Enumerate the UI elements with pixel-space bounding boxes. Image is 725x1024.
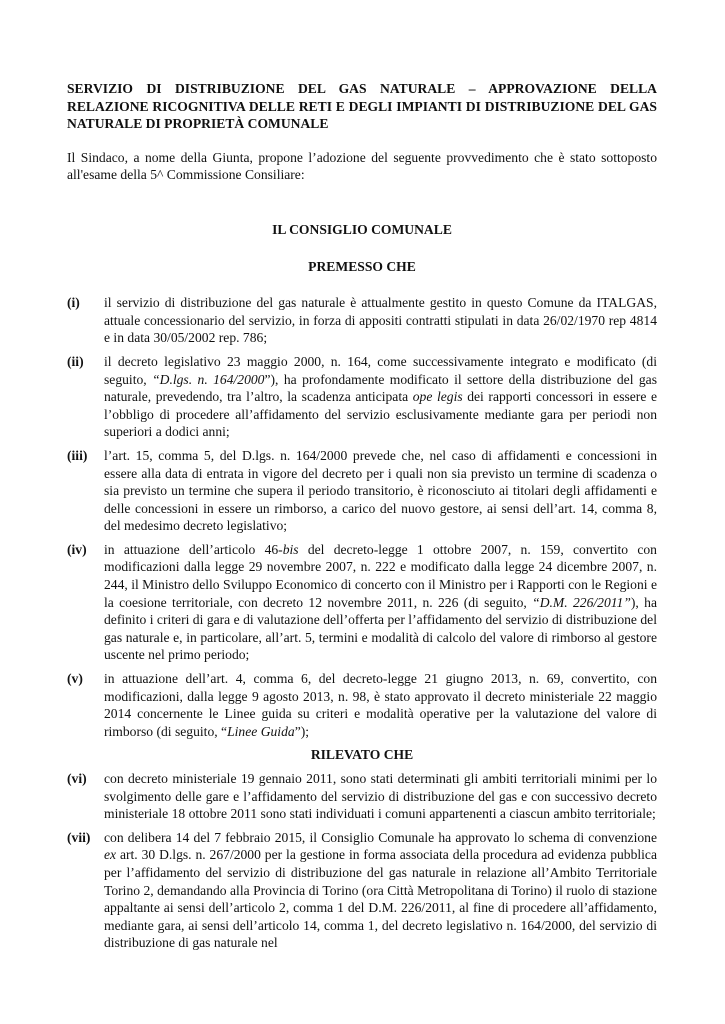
intro-paragraph: Il Sindaco, a nome della Giunta, propone l’adozione del seguente provvedimento che è stato sottoposto all'esame della 5^ Commissione Consiliare: <box>67 149 657 183</box>
item-text <box>104 670 657 740</box>
text-run: in attuazione dell’articolo 46- <box>104 541 283 557</box>
text-run: del decreto-legge 1 ottobre 2007, n. 159, convertito con modificazioni dalla legge 29 novembre 2007, n. 222 e modificato dalla legge 24 dicembre 2007, n. 244, il Ministro dello Sviluppo Economico di concerto con il Ministro per i Rapporti con le Regioni e la coesione territoriale, con decreto 12 novembre 2011, n. 226 (di seguito, <box>104 541 657 610</box>
item-number: (ii) <box>67 353 84 369</box>
heading-premesso-che: PREMESSO CHE <box>308 258 416 274</box>
item-text <box>104 829 657 952</box>
text-run: ”), ha profondamente modificato il settore della distribuzione del gas naturale, prevedendo, tra l’altro, la scadenza anticipata <box>104 371 657 405</box>
text-run: il decreto legislativo 23 maggio 2000, n. 164, come successivamente integrato e modificato (di seguito, <box>104 353 657 387</box>
item-text: l’art. 15, comma 5, del D.lgs. n. 164/2000 prevede che, nel caso di affidamenti e concessioni in essere alla data di entrata in vigore del decreto per i quali non sia previsto un termine di scadenza o sia previsto un termine che supera il periodo transitorio, è riconosciuto ai titolari degli affidamenti e delle concessioni in essere un rimborso, a carico del nuovo gestore, ai sensi dell’art. 14, comma 8, del medesimo decreto legislativo; <box>104 447 657 534</box>
text-run: dei rapporti concessori in essere e l’obbligo di procedere all’affidamento del servizio esclusivamente mediante gara per periodi non superiori a dodici anni; <box>104 389 657 440</box>
text-run: art. 30 D.lgs. n. 267/2000 per la gestione in forma associata della procedura ad evidenza pubblica per l’affidamento del servizio di distribuzione del gas naturale in relazione all’Ambito Territoriale Torino 2, demandando alla Provincia di Torino (ora Città Metropolitana di Torino) il ruolo di stazione appaltante ai sensi dell’articolo 2, comma 1 del D.M. 226/2011, al fine di procedere all’affidamento, mediante gara, ai sensi dell’articolo 14, comma 1, del decreto legislativo n. 164/2000, del servizio di distribuzione di gas naturale nel <box>104 847 657 951</box>
list-item-vii <box>67 829 657 952</box>
item-number: (vii) <box>67 829 91 845</box>
item-number: (i) <box>67 295 80 311</box>
italic-run: Linee Guida <box>227 723 295 739</box>
item-number: (iii) <box>67 447 88 463</box>
item-text <box>104 353 657 441</box>
document-title: SERVIZIO DI DISTRIBUZIONE DEL GAS NATURALE – APPROVAZIONE DELLA RELAZIONE RICOGNITIVA DELLE RETI E DEGLI IMPIANTI DI DISTRIBUZIONE DEL GAS NATURALE DI PROPRIETÀ COMUNALE <box>67 81 657 132</box>
heading-consiglio-comunale: IL CONSIGLIO COMUNALE <box>272 221 452 237</box>
italic-run: “D.lgs. n. 164/2000 <box>152 371 265 387</box>
text-run: in attuazione dell’art. 4, comma 6, del decreto-legge 21 giugno 2013, n. 69, convertito, con modificazioni, dalla legge 9 agosto 2013, n. 98, è stato approvato il decreto ministeriale 22 maggio 2014 concernente le Linee guida su criteri e modalità operative per la valutazione del valore di rimborso (di seguito, “ <box>104 671 657 739</box>
italic-run: ex <box>104 847 117 863</box>
italic-run: ope legis <box>412 389 463 405</box>
item-number: (v) <box>67 671 83 687</box>
list-item-ii <box>67 353 657 441</box>
text-run: con delibera 14 del 7 febbraio 2015, il Consiglio Comunale ha approvato lo schema di convenzione <box>104 829 657 845</box>
heading-rilevato-che: RILEVATO CHE <box>310 747 414 763</box>
document-page <box>67 80 657 958</box>
list-item-i <box>67 294 657 347</box>
item-number: (vi) <box>67 771 87 786</box>
text-run: ), ha definito i criteri di gara e di valutazione dell’offerta per l’affidamento del servizio di distribuzione del gas naturale e, in particolare, all’art. 5, termini e modalità di calcolo del valore di rimborso al gestore uscente nel primo periodo; <box>104 594 657 663</box>
item-text <box>104 541 657 664</box>
text-run: ”); <box>294 723 310 739</box>
item-text: il servizio di distribuzione del gas naturale è attualmente gestito in questo Comune da ITALGAS, attuale concessionario del servizio, in forza di appositi contratti stipulati in data 26/02/1970 rep 4814 e in data 30/05/2002 rep. 786; <box>104 295 657 346</box>
item-text: con decreto ministeriale 19 gennaio 2011, sono stati determinati gli ambiti territoriali minimi per lo svolgimento delle gare e l’affidamento del servizio di distribuzione del gas e con successivo decreto ministeriale 18 ottobre 2011 sono stati individuati i comuni appartenenti a ciascun ambito territoriale; <box>104 771 657 822</box>
list-item-iii <box>67 447 657 535</box>
list-item-iv <box>67 541 657 664</box>
italic-run: “D.M. 226/2011” <box>532 594 631 610</box>
list-item-v <box>67 670 657 740</box>
italic-run: bis <box>282 541 299 557</box>
list-item-vi <box>67 770 657 823</box>
item-number: (iv) <box>67 541 87 557</box>
